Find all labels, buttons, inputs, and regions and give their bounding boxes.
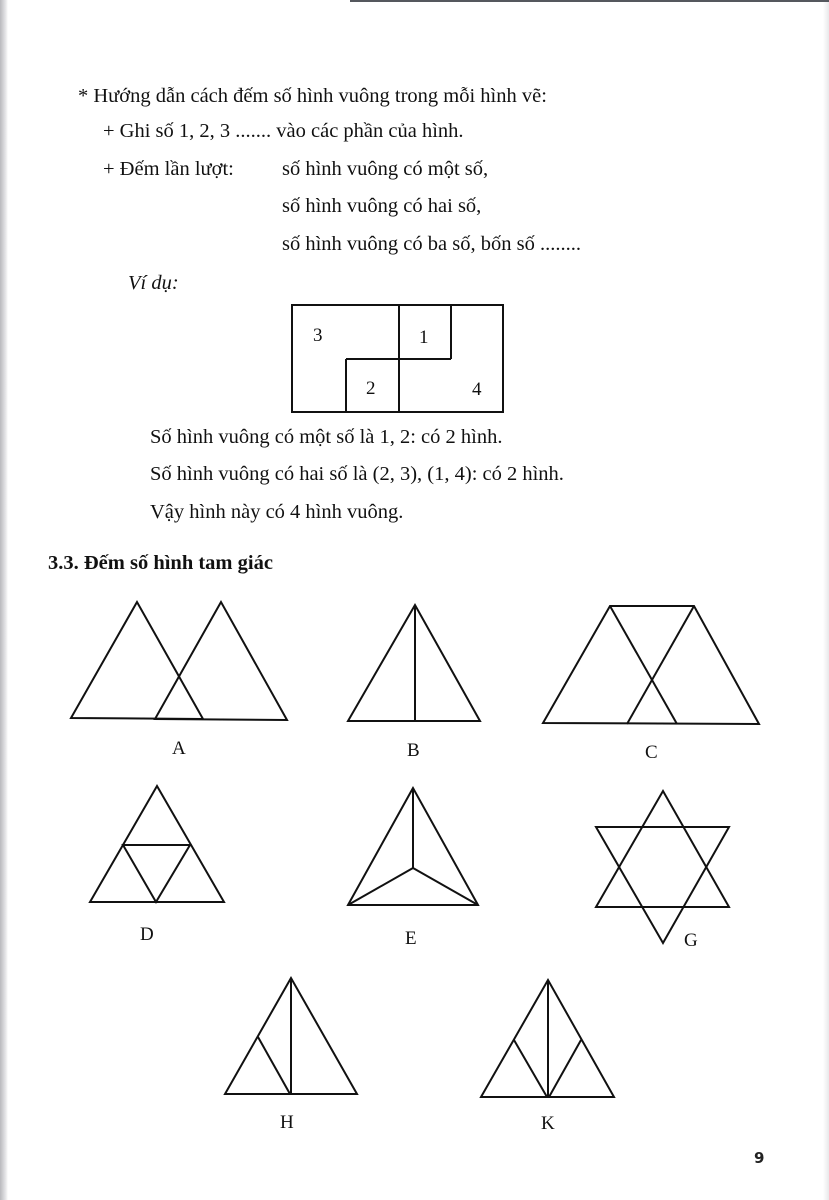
figure-d-label: D	[140, 924, 154, 945]
figure-c-shape	[543, 606, 759, 724]
example-label: Ví dụ:	[128, 272, 179, 294]
figure-c-label: C	[645, 742, 658, 763]
figure-a-label: A	[172, 738, 186, 759]
guide-step-1: + Ghi số 1, 2, 3 ....... vào các phần của hình.	[103, 120, 464, 142]
figure-e-label: E	[405, 928, 417, 949]
example-cell-1: 1	[419, 327, 429, 348]
example-result-2: Số hình vuông có hai số là (2, 3), (1, 4): có 2 hình.	[150, 463, 564, 485]
figure-g-shape	[596, 791, 729, 943]
page-number: 9	[754, 1149, 765, 1167]
figure-h-shape	[225, 978, 357, 1094]
figure-h-label: H	[280, 1112, 294, 1133]
section-heading: 3.3. Đếm số hình tam giác	[48, 552, 273, 574]
guide-step-2-prefix: + Đếm lần lượt:	[103, 158, 234, 180]
example-result-1: Số hình vuông có một số là 1, 2: có 2 hình.	[150, 426, 503, 448]
figure-k-shape	[481, 980, 614, 1097]
guide-step-2a: số hình vuông có một số,	[282, 158, 489, 180]
figure-d-shape	[90, 786, 224, 902]
guide-intro: * Hướng dẫn cách đếm số hình vuông trong mỗi hình vẽ:	[78, 85, 547, 107]
figure-a-shape	[71, 602, 287, 720]
figure-k-label: K	[541, 1113, 555, 1134]
example-conclusion: Vậy hình này có 4 hình vuông.	[150, 501, 404, 523]
figure-g-label: G	[684, 930, 698, 951]
guide-step-2b: số hình vuông có hai số,	[282, 195, 482, 217]
figure-b-shape	[348, 605, 480, 721]
example-cell-4: 4	[472, 379, 482, 400]
guide-step-2c: số hình vuông có ba số, bốn số ........	[282, 233, 581, 255]
example-cell-2: 2	[366, 378, 376, 399]
figure-b-label: B	[407, 740, 420, 761]
example-cell-3: 3	[313, 325, 323, 346]
figure-e-shape	[348, 788, 478, 905]
